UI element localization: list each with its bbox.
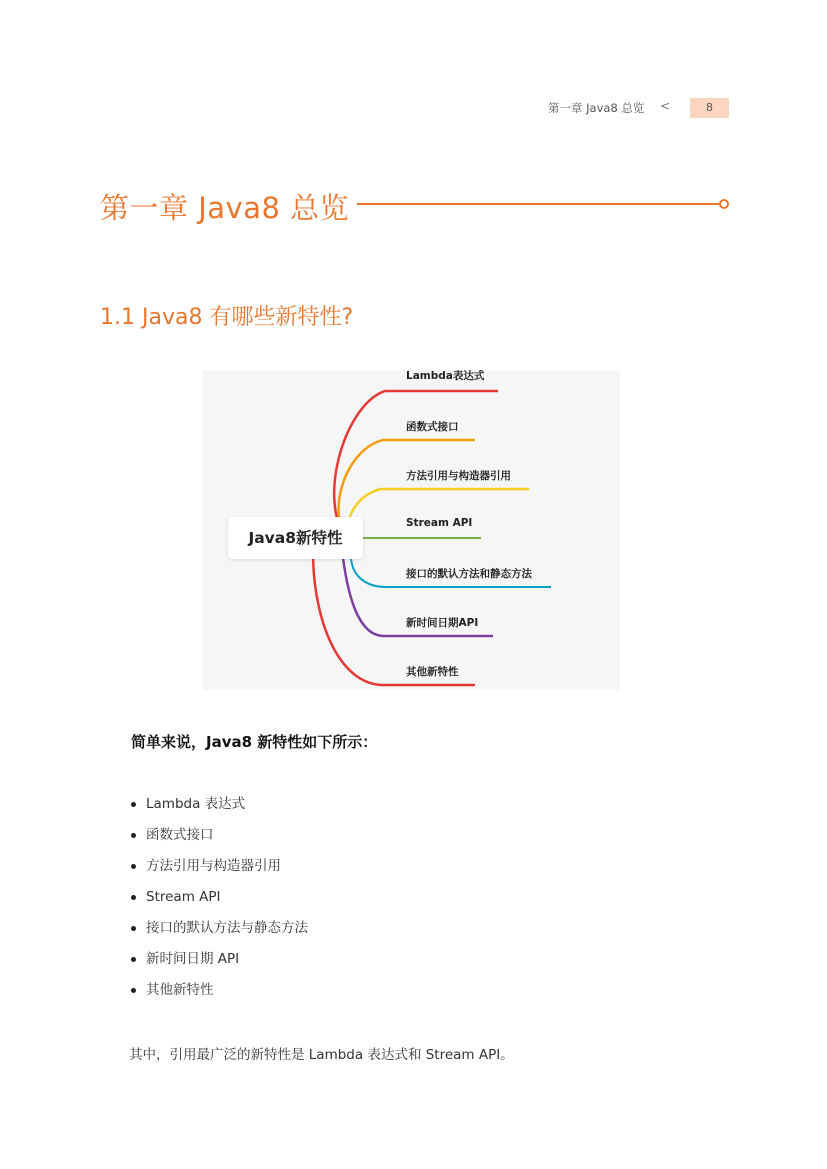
bullet-icon (131, 926, 136, 931)
list-item-text: 接口的默认方法与静态方法 (146, 920, 308, 936)
mindmap-branch-label: 方法引用与构造器引用 (406, 470, 511, 482)
bullet-icon (131, 864, 136, 869)
mindmap-branch-label: Stream API (406, 517, 473, 529)
chapter-rule-end-dot (719, 199, 729, 209)
bullet-icon (131, 957, 136, 962)
mindmap-branch-label: Lambda表达式 (406, 370, 485, 382)
list-item-text: Lambda 表达式 (146, 796, 246, 812)
list-item (129, 980, 308, 1011)
chapter-title: 第一章 Java8 总览 (100, 191, 350, 225)
feature-list (129, 794, 308, 1011)
list-item (129, 856, 308, 887)
bullet-icon (131, 895, 136, 900)
mindmap-branch-label: 新时间日期API (406, 617, 479, 629)
list-item-text: Stream API (146, 889, 221, 905)
list-item (129, 918, 308, 949)
bullet-icon (131, 833, 136, 838)
section-title: 1.1 Java8 有哪些新特性? (100, 305, 354, 330)
mindmap-branch-label: 其他新特性 (406, 666, 459, 678)
list-item-text: 新时间日期 API (146, 951, 240, 967)
running-header-title: 第一章 Java8 总览 (548, 101, 645, 115)
list-item-text: 方法引用与构造器引用 (146, 858, 281, 874)
mindmap-branch-label: 函数式接口 (406, 421, 459, 433)
list-item (129, 949, 308, 980)
mindmap-figure (203, 370, 620, 690)
mindmap-root-node: Java8新特性 (228, 517, 363, 559)
header-arrow: < (660, 99, 671, 113)
bullet-icon (131, 988, 136, 993)
list-item (129, 794, 308, 825)
summary-sentence: 其中，引用最广泛的新特性是 Lambda 表达式和 Stream API。 (129, 1047, 514, 1063)
list-item (129, 825, 308, 856)
page-number-badge: 8 (690, 98, 729, 118)
list-item-text: 函数式接口 (146, 827, 214, 843)
chapter-title-rule (357, 203, 720, 205)
mindmap-branch-label: 接口的默认方法和静态方法 (406, 568, 532, 580)
bullet-icon (131, 802, 136, 807)
list-item (129, 887, 308, 918)
list-item-text: 其他新特性 (146, 982, 214, 998)
lead-sentence: 简单来说，Java8 新特性如下所示： (131, 733, 378, 751)
